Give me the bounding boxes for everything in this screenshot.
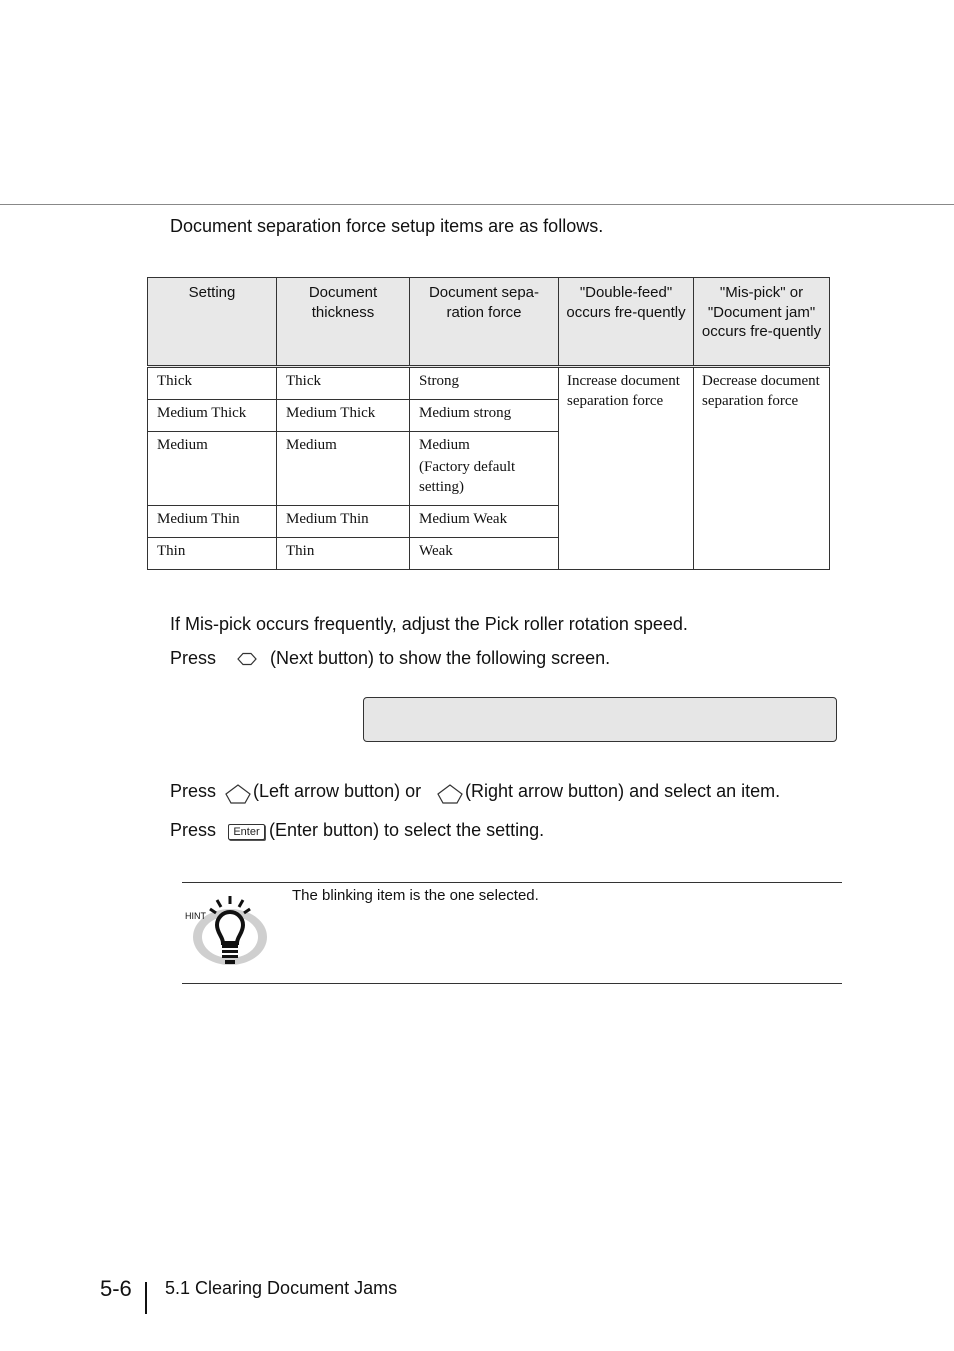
lightbulb-icon: [190, 893, 270, 969]
enter-instruction: (Enter button) to select the setting.: [269, 820, 545, 840]
cell-thickness: Medium: [277, 432, 410, 506]
lcd-screen: [363, 697, 837, 742]
top-rule: [0, 204, 954, 205]
header-mis-pick: "Mis-pick" or "Document jam" occurs fre-quently: [694, 278, 830, 367]
press-label: Press: [170, 781, 217, 801]
hint-label: HINT: [185, 911, 206, 921]
left-instruction: (Left arrow button) or: [253, 781, 422, 801]
cell-thickness: Thick: [277, 367, 410, 400]
cell-force: Strong: [410, 367, 559, 400]
next-button-icon: [237, 652, 257, 666]
cell-mis-pick-action: Decrease document separation force: [694, 367, 830, 570]
page-number: 5-6: [100, 1276, 132, 1301]
cell-force: [410, 432, 559, 506]
cell-setting: Medium Thin: [148, 506, 277, 538]
cell-thickness: Medium Thick: [277, 400, 410, 432]
cell-setting: Medium Thick: [148, 400, 277, 432]
table-header-row: [148, 278, 830, 367]
hint-bottom-rule: [182, 983, 842, 984]
press-label: Press: [170, 820, 217, 840]
press-label: Press: [170, 648, 217, 668]
cell-setting: Thick: [148, 367, 277, 400]
hint-text: The blinking item is the one selected.: [292, 887, 539, 904]
footer-section-title: 5.1 Clearing Document Jams: [165, 1278, 398, 1298]
header-force: Document sepa-ration force: [410, 278, 559, 367]
right-instruction: (Right arrow button) and select an item.: [465, 781, 781, 801]
header-setting: Setting: [148, 278, 277, 367]
cell-force: Medium strong: [410, 400, 559, 432]
table-row: [148, 367, 830, 400]
next-instruction: (Next button) to show the following screen.: [270, 648, 611, 668]
mis-pick-note: If Mis-pick occurs frequently, adjust the Pick roller rotation speed.: [170, 614, 688, 634]
cell-force-value: Medium: [419, 437, 470, 453]
cell-force: Medium Weak: [410, 506, 559, 538]
header-thickness: Document thickness: [277, 278, 410, 367]
cell-force: Weak: [410, 538, 559, 570]
separation-force-table: [147, 277, 830, 570]
cell-thickness: Medium Thin: [277, 506, 410, 538]
intro-text: Document separation force setup items are as follows.: [170, 216, 604, 236]
cell-force-note: (Factory default setting): [419, 459, 516, 495]
hint-top-rule: [182, 882, 842, 883]
footer-divider: [145, 1282, 147, 1314]
header-double-feed: "Double-feed" occurs fre-quently: [559, 278, 694, 367]
right-arrow-button-icon: [437, 783, 463, 805]
left-arrow-button-icon: [225, 783, 251, 805]
cell-setting: Thin: [148, 538, 277, 570]
cell-setting: Medium: [148, 432, 277, 506]
cell-thickness: Thin: [277, 538, 410, 570]
enter-key-icon: Enter: [228, 824, 265, 840]
cell-double-feed-action: Increase document separation force: [559, 367, 694, 570]
